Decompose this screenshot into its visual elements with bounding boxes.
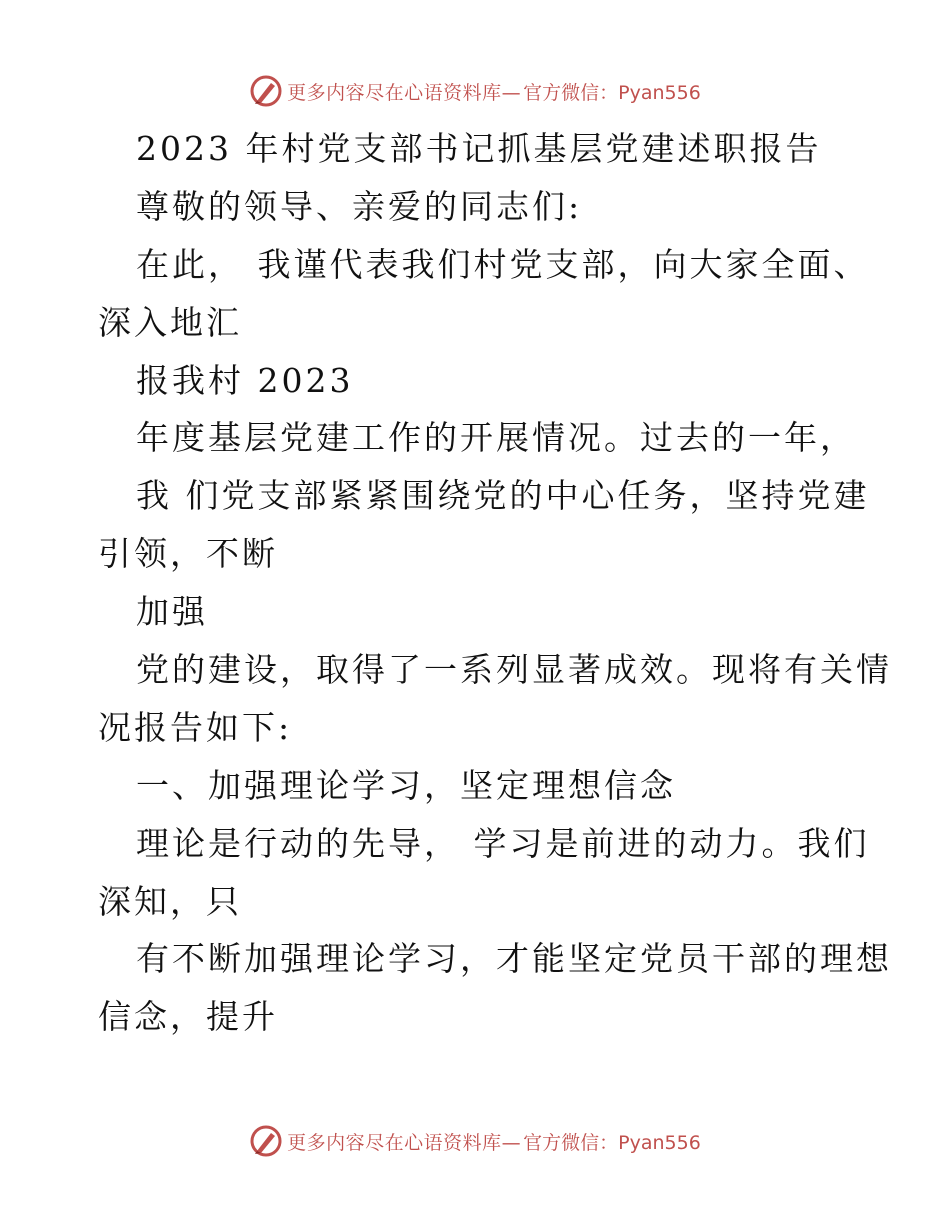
watermark-wechat: 官方微信：Pyan556 bbox=[523, 1131, 701, 1154]
document-line: 有不断加强理论学习，才能坚定党员干部的理想 bbox=[136, 939, 892, 979]
document-line: 一、加强理论学习，坚定理想信念 bbox=[136, 765, 676, 805]
watermark-wechat: 官方微信：Pyan556 bbox=[523, 81, 701, 104]
document-line: 信念，提升 bbox=[98, 997, 278, 1037]
document-line: 深知，只 bbox=[98, 881, 242, 921]
document-line: 党的建设，取得了一系列显著成效。现将有关情 bbox=[136, 650, 892, 690]
document-line: 引领，不断 bbox=[98, 534, 278, 574]
pen-logo-icon bbox=[249, 74, 283, 108]
document-line: 加强 bbox=[136, 592, 208, 632]
document-line: 理论是行动的先导， 学习是前进的动力。我们 bbox=[136, 823, 870, 863]
document-line: 报我村 2023 bbox=[136, 360, 354, 400]
document-body bbox=[98, 120, 892, 1046]
watermark-text: 更多内容尽在心语资料库— bbox=[287, 81, 522, 104]
document-line: 尊敬的领导、亲爱的同志们: bbox=[136, 186, 583, 226]
watermark-text: 更多内容尽在心语资料库— bbox=[287, 1131, 522, 1154]
document-line: 2023 年村党支部书记抓基层党建述职报告 bbox=[136, 129, 822, 168]
document-line: 我 们党支部紧紧围绕党的中心任务，坚持党建 bbox=[136, 476, 870, 516]
pen-logo-icon bbox=[249, 1124, 283, 1158]
watermark-banner-bottom bbox=[0, 1124, 950, 1158]
document-line: 年度基层党建工作的开展情况。过去的一年， bbox=[136, 418, 856, 458]
document-line: 深入地汇 bbox=[98, 302, 242, 342]
document-line: 况报告如下: bbox=[98, 707, 293, 747]
watermark-banner-top bbox=[0, 74, 950, 108]
document-line: 在此， 我谨代表我们村党支部，向大家全面、 bbox=[136, 244, 870, 284]
